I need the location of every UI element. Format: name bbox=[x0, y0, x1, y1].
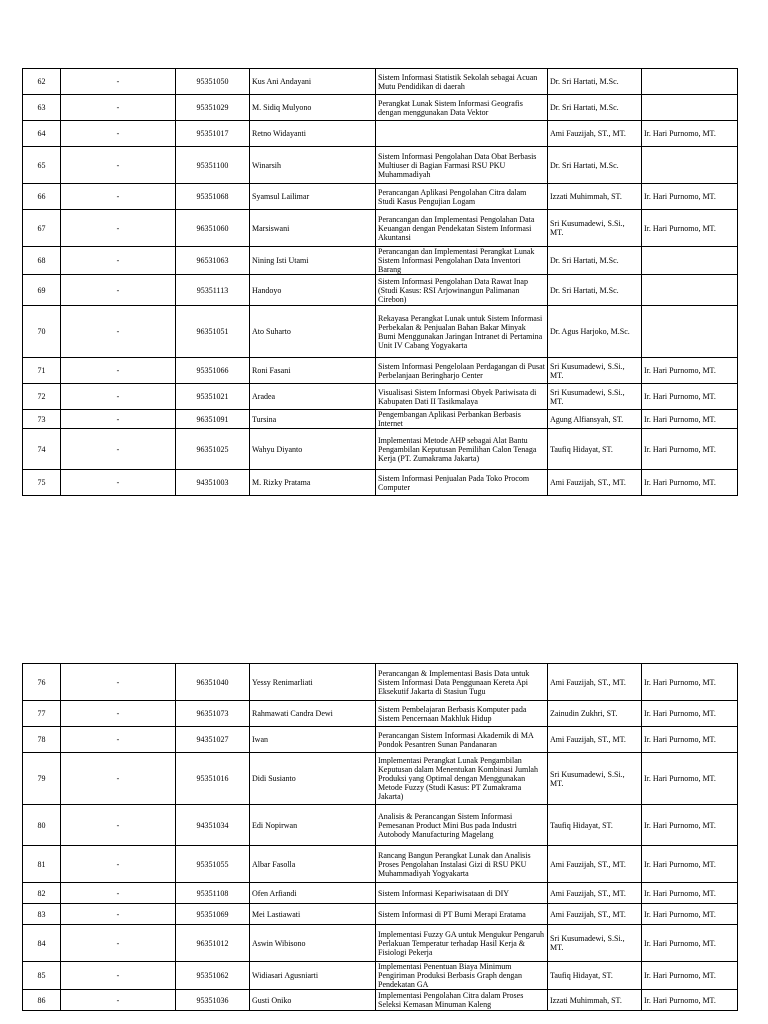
supervisor-2: Ir. Hari Purnomo, MT. bbox=[642, 846, 738, 883]
supervisor-2 bbox=[642, 69, 738, 95]
row-number: 68 bbox=[23, 247, 61, 275]
student-name: Widiasari Agusniarti bbox=[250, 962, 376, 990]
student-id: 95351036 bbox=[176, 990, 250, 1011]
thesis-title: Perancangan Sistem Informasi Akademik di MA Pondok Pesantren Sunan Pandanaran bbox=[376, 727, 548, 753]
supervisor-1: Zainudin Zukhri, ST. bbox=[548, 701, 642, 727]
row-number: 65 bbox=[23, 147, 61, 184]
row-dash: - bbox=[61, 429, 176, 470]
supervisor-1: Dr. Sri Hartati, M.Sc. bbox=[548, 247, 642, 275]
student-id: 96351012 bbox=[176, 925, 250, 962]
row-number: 62 bbox=[23, 69, 61, 95]
student-name: Iwan bbox=[250, 727, 376, 753]
student-id: 95351017 bbox=[176, 121, 250, 147]
supervisor-1: Ami Fauzijah, ST., MT. bbox=[548, 664, 642, 701]
student-name: Aswin Wibisono bbox=[250, 925, 376, 962]
supervisor-2: Ir. Hari Purnomo, MT. bbox=[642, 925, 738, 962]
table-row bbox=[23, 69, 738, 95]
table-row bbox=[23, 384, 738, 410]
row-number: 81 bbox=[23, 846, 61, 883]
table-row bbox=[23, 753, 738, 805]
student-id: 94351027 bbox=[176, 727, 250, 753]
thesis-title: Rancang Bangun Perangkat Lunak dan Analisis Proses Pengolahan Instalasi Gizi di RSU PKU Muhammadiyah Yogyakarta bbox=[376, 846, 548, 883]
row-number: 78 bbox=[23, 727, 61, 753]
student-name: Ofen Arfiandi bbox=[250, 883, 376, 904]
student-id: 95351021 bbox=[176, 384, 250, 410]
supervisor-2 bbox=[642, 95, 738, 121]
supervisor-1: Dr. Sri Hartati, M.Sc. bbox=[548, 147, 642, 184]
thesis-title: Implementasi Penentuan Biaya Minimum Pengiriman Produksi Berbasis Graph dengan Pendekatan GA bbox=[376, 962, 548, 990]
student-id: 95351066 bbox=[176, 358, 250, 384]
student-id: 96351060 bbox=[176, 210, 250, 247]
supervisor-1: Sri Kusumadewi, S.Si., MT. bbox=[548, 358, 642, 384]
thesis-table-bottom bbox=[22, 663, 738, 1011]
student-id: 95351100 bbox=[176, 147, 250, 184]
row-number: 82 bbox=[23, 883, 61, 904]
student-name: Handoyo bbox=[250, 275, 376, 306]
student-id: 96351051 bbox=[176, 306, 250, 358]
supervisor-2: Ir. Hari Purnomo, MT. bbox=[642, 805, 738, 846]
student-name: Kus Ani Andayani bbox=[250, 69, 376, 95]
supervisor-1: Dr. Sri Hartati, M.Sc. bbox=[548, 95, 642, 121]
student-name: Ato Suharto bbox=[250, 306, 376, 358]
row-number: 84 bbox=[23, 925, 61, 962]
table-row bbox=[23, 990, 738, 1011]
student-id: 96351025 bbox=[176, 429, 250, 470]
student-id: 94351034 bbox=[176, 805, 250, 846]
thesis-title: Sistem Informasi di PT Bumi Merapi Eratama bbox=[376, 904, 548, 925]
row-dash: - bbox=[61, 95, 176, 121]
table-row bbox=[23, 147, 738, 184]
supervisor-2 bbox=[642, 275, 738, 306]
supervisor-2: Ir. Hari Purnomo, MT. bbox=[642, 753, 738, 805]
student-name: Wahyu Diyanto bbox=[250, 429, 376, 470]
row-dash: - bbox=[61, 210, 176, 247]
table-row bbox=[23, 275, 738, 306]
thesis-title bbox=[376, 121, 548, 147]
thesis-title: Implementasi Fuzzy GA untuk Mengukur Pengaruh Perlakuan Temperatur terhadap Hasil Kerja & Fisiologi Pekerja bbox=[376, 925, 548, 962]
table-row bbox=[23, 429, 738, 470]
supervisor-1: Dr. Sri Hartati, M.Sc. bbox=[548, 275, 642, 306]
thesis-table-top bbox=[22, 68, 738, 496]
table-row bbox=[23, 247, 738, 275]
table-row bbox=[23, 962, 738, 990]
thesis-title: Perancangan Aplikasi Pengolahan Citra dalam Studi Kasus Pengujian Logam bbox=[376, 184, 548, 210]
student-name: Aradea bbox=[250, 384, 376, 410]
student-name: Gusti Oniko bbox=[250, 990, 376, 1011]
supervisor-2: Ir. Hari Purnomo, MT. bbox=[642, 727, 738, 753]
row-dash: - bbox=[61, 470, 176, 496]
row-number: 77 bbox=[23, 701, 61, 727]
thesis-title: Perancangan dan Implementasi Pengolahan Data Keuangan dengan Pendekatan Sistem Informasi Akuntansi bbox=[376, 210, 548, 247]
row-number: 63 bbox=[23, 95, 61, 121]
student-id: 94351003 bbox=[176, 470, 250, 496]
supervisor-1: Ami Fauzijah, ST., MT. bbox=[548, 846, 642, 883]
row-dash: - bbox=[61, 846, 176, 883]
student-id: 96351040 bbox=[176, 664, 250, 701]
student-name: Tursina bbox=[250, 410, 376, 429]
student-name: M. Rizky Pratama bbox=[250, 470, 376, 496]
supervisor-1: Taufiq Hidayat, ST. bbox=[548, 429, 642, 470]
supervisor-2: Ir. Hari Purnomo, MT. bbox=[642, 990, 738, 1011]
thesis-title: Sistem Informasi Pengolahan Data Obat Berbasis Multiuser di Bagian Farmasi RSU PKU Muhammadiyah bbox=[376, 147, 548, 184]
thesis-title: Sistem Informasi Statistik Sekolah sebagai Acuan Mutu Pendidikan di daerah bbox=[376, 69, 548, 95]
row-number: 71 bbox=[23, 358, 61, 384]
supervisor-1: Ami Fauzijah, ST., MT. bbox=[548, 121, 642, 147]
table-row bbox=[23, 883, 738, 904]
supervisor-1: Dr. Sri Hartati, M.Sc. bbox=[548, 69, 642, 95]
supervisor-1: Sri Kusumadewi, S.Si., MT. bbox=[548, 384, 642, 410]
table-row bbox=[23, 210, 738, 247]
supervisor-1: Ami Fauzijah, ST., MT. bbox=[548, 904, 642, 925]
row-number: 66 bbox=[23, 184, 61, 210]
student-id: 95351068 bbox=[176, 184, 250, 210]
supervisor-1: Izzati Muhimmah, ST. bbox=[548, 184, 642, 210]
row-number: 83 bbox=[23, 904, 61, 925]
table-row bbox=[23, 904, 738, 925]
supervisor-2: Ir. Hari Purnomo, MT. bbox=[642, 883, 738, 904]
student-name: Retno Widayanti bbox=[250, 121, 376, 147]
row-dash: - bbox=[61, 358, 176, 384]
supervisor-1: Dr. Agus Harjoko, M.Sc. bbox=[548, 306, 642, 358]
student-name: Albar Fasolla bbox=[250, 846, 376, 883]
row-dash: - bbox=[61, 962, 176, 990]
row-number: 85 bbox=[23, 962, 61, 990]
thesis-title: Visualisasi Sistem Informasi Obyek Pariwisata di Kabupaten Dati II Tasikmalaya bbox=[376, 384, 548, 410]
supervisor-1: Ami Fauzijah, ST., MT. bbox=[548, 883, 642, 904]
table-row bbox=[23, 470, 738, 496]
table-row bbox=[23, 358, 738, 384]
table-row bbox=[23, 410, 738, 429]
table-row bbox=[23, 95, 738, 121]
row-number: 72 bbox=[23, 384, 61, 410]
supervisor-2: Ir. Hari Purnomo, MT. bbox=[642, 358, 738, 384]
row-dash: - bbox=[61, 925, 176, 962]
student-name: Edi Nopirwan bbox=[250, 805, 376, 846]
supervisor-2: Ir. Hari Purnomo, MT. bbox=[642, 184, 738, 210]
thesis-title: Implementasi Pengolahan Citra dalam Proses Seleksi Kemasan Minuman Kaleng bbox=[376, 990, 548, 1011]
student-id: 95351029 bbox=[176, 95, 250, 121]
thesis-title: Implementasi Perangkat Lunak Pengambilan Keputusan dalam Menentukan Kombinasi Jumlah Produksi yang Optimal dengan Menggunakan Metode Fuzzy (Studi Kasus: PT Zumakrama Jakarta) bbox=[376, 753, 548, 805]
student-id: 96351091 bbox=[176, 410, 250, 429]
supervisor-2: Ir. Hari Purnomo, MT. bbox=[642, 470, 738, 496]
thesis-title: Rekayasa Perangkat Lunak untuk Sistem Informasi Perbekalan & Penjualan Bahan Bakar Minyak Bumi Menggunakan Jaringan Intranet di Pertamina Unit IV Cabang Yogyakarta bbox=[376, 306, 548, 358]
row-number: 73 bbox=[23, 410, 61, 429]
student-name: Yessy Renimarliati bbox=[250, 664, 376, 701]
supervisor-2: Ir. Hari Purnomo, MT. bbox=[642, 210, 738, 247]
supervisor-2: Ir. Hari Purnomo, MT. bbox=[642, 701, 738, 727]
student-name: Roni Fasani bbox=[250, 358, 376, 384]
row-dash: - bbox=[61, 121, 176, 147]
row-dash: - bbox=[61, 384, 176, 410]
row-dash: - bbox=[61, 410, 176, 429]
row-dash: - bbox=[61, 753, 176, 805]
row-dash: - bbox=[61, 69, 176, 95]
row-dash: - bbox=[61, 247, 176, 275]
table-row bbox=[23, 121, 738, 147]
student-name: M. Sidiq Mulyono bbox=[250, 95, 376, 121]
thesis-title: Perangkat Lunak Sistem Informasi Geografis dengan menggunakan Data Vektor bbox=[376, 95, 548, 121]
row-dash: - bbox=[61, 727, 176, 753]
student-id: 96531063 bbox=[176, 247, 250, 275]
supervisor-2 bbox=[642, 147, 738, 184]
table-row bbox=[23, 727, 738, 753]
thesis-title: Pengembangan Aplikasi Perbankan Berbasis Internet bbox=[376, 410, 548, 429]
row-number: 80 bbox=[23, 805, 61, 846]
student-name: Marsiswani bbox=[250, 210, 376, 247]
supervisor-2: Ir. Hari Purnomo, MT. bbox=[642, 410, 738, 429]
row-dash: - bbox=[61, 306, 176, 358]
supervisor-1: Sri Kusumadewi, S.Si., MT. bbox=[548, 210, 642, 247]
row-number: 70 bbox=[23, 306, 61, 358]
table-row bbox=[23, 184, 738, 210]
supervisor-2: Ir. Hari Purnomo, MT. bbox=[642, 384, 738, 410]
row-number: 76 bbox=[23, 664, 61, 701]
table-row bbox=[23, 925, 738, 962]
row-number: 75 bbox=[23, 470, 61, 496]
supervisor-2: Ir. Hari Purnomo, MT. bbox=[642, 664, 738, 701]
supervisor-1: Taufiq Hidayat, ST. bbox=[548, 962, 642, 990]
table-row bbox=[23, 805, 738, 846]
student-id: 95351050 bbox=[176, 69, 250, 95]
thesis-title: Implementasi Metode AHP sebagai Alat Bantu Pengambilan Keputusan Pemilihan Calon Tenaga Kerja (PT. Zumakrama Jakarta) bbox=[376, 429, 548, 470]
thesis-title: Sistem Informasi Kepariwisataan di DIY bbox=[376, 883, 548, 904]
row-number: 69 bbox=[23, 275, 61, 306]
supervisor-1: Taufiq Hidayat, ST. bbox=[548, 805, 642, 846]
student-id: 95351069 bbox=[176, 904, 250, 925]
student-name: Didi Susianto bbox=[250, 753, 376, 805]
row-dash: - bbox=[61, 664, 176, 701]
row-number: 79 bbox=[23, 753, 61, 805]
thesis-title: Sistem Pembelajaran Berbasis Komputer pada Sistem Pencernaan Makhluk Hidup bbox=[376, 701, 548, 727]
thesis-title: Sistem Informasi Pengelolaan Perdagangan di Pusat Perbelanjaan Beringharjo Center bbox=[376, 358, 548, 384]
supervisor-1: Ami Fauzijah, ST., MT. bbox=[548, 727, 642, 753]
row-dash: - bbox=[61, 990, 176, 1011]
student-name: Syamsul Lailimar bbox=[250, 184, 376, 210]
supervisor-1: Agung Alfiansyah, ST. bbox=[548, 410, 642, 429]
supervisor-2: Ir. Hari Purnomo, MT. bbox=[642, 904, 738, 925]
table-row bbox=[23, 306, 738, 358]
supervisor-2: Ir. Hari Purnomo, MT. bbox=[642, 962, 738, 990]
student-id: 95351055 bbox=[176, 846, 250, 883]
student-id: 96351073 bbox=[176, 701, 250, 727]
row-dash: - bbox=[61, 805, 176, 846]
thesis-title: Analisis & Perancangan Sistem Informasi Pemesanan Product Mini Bus pada Industri Autobody Manufacturing Magelang bbox=[376, 805, 548, 846]
student-name: Rahmawati Candra Dewi bbox=[250, 701, 376, 727]
supervisor-1: Sri Kusumadewi, S.Si., MT. bbox=[548, 753, 642, 805]
row-number: 86 bbox=[23, 990, 61, 1011]
student-name: Winarsih bbox=[250, 147, 376, 184]
table-row bbox=[23, 664, 738, 701]
table-row bbox=[23, 701, 738, 727]
student-id: 95351108 bbox=[176, 883, 250, 904]
supervisor-2 bbox=[642, 247, 738, 275]
row-dash: - bbox=[61, 904, 176, 925]
student-id: 95351113 bbox=[176, 275, 250, 306]
row-number: 74 bbox=[23, 429, 61, 470]
row-number: 64 bbox=[23, 121, 61, 147]
thesis-title: Sistem Informasi Pengolahan Data Rawat Inap (Studi Kasus: RSI Arjowinangun Palimanan Cirebon) bbox=[376, 275, 548, 306]
student-name: Mei Lastiawati bbox=[250, 904, 376, 925]
thesis-title: Perancangan & Implementasi Basis Data untuk Sistem Informasi Data Penggunaan Kereta Api Eksekutif Jakarta di Stasiun Tugu bbox=[376, 664, 548, 701]
row-number: 67 bbox=[23, 210, 61, 247]
supervisor-2: Ir. Hari Purnomo, MT. bbox=[642, 429, 738, 470]
row-dash: - bbox=[61, 701, 176, 727]
table-row bbox=[23, 846, 738, 883]
supervisor-2 bbox=[642, 306, 738, 358]
student-id: 95351016 bbox=[176, 753, 250, 805]
row-dash: - bbox=[61, 184, 176, 210]
supervisor-1: Ami Fauzijah, ST., MT. bbox=[548, 470, 642, 496]
row-dash: - bbox=[61, 883, 176, 904]
supervisor-2: Ir. Hari Purnomo, MT. bbox=[642, 121, 738, 147]
row-dash: - bbox=[61, 147, 176, 184]
supervisor-1: Izzati Muhimmah, ST. bbox=[548, 990, 642, 1011]
thesis-title: Sistem Informasi Penjualan Pada Toko Procom Computer bbox=[376, 470, 548, 496]
supervisor-1: Sri Kusumadewi, S.Si., MT. bbox=[548, 925, 642, 962]
student-id: 95351062 bbox=[176, 962, 250, 990]
thesis-title: Perancangan dan Implementasi Perangkat Lunak Sistem Informasi Pengolahan Data Inventori Barang bbox=[376, 247, 548, 275]
student-name: Nining Isti Utami bbox=[250, 247, 376, 275]
row-dash: - bbox=[61, 275, 176, 306]
